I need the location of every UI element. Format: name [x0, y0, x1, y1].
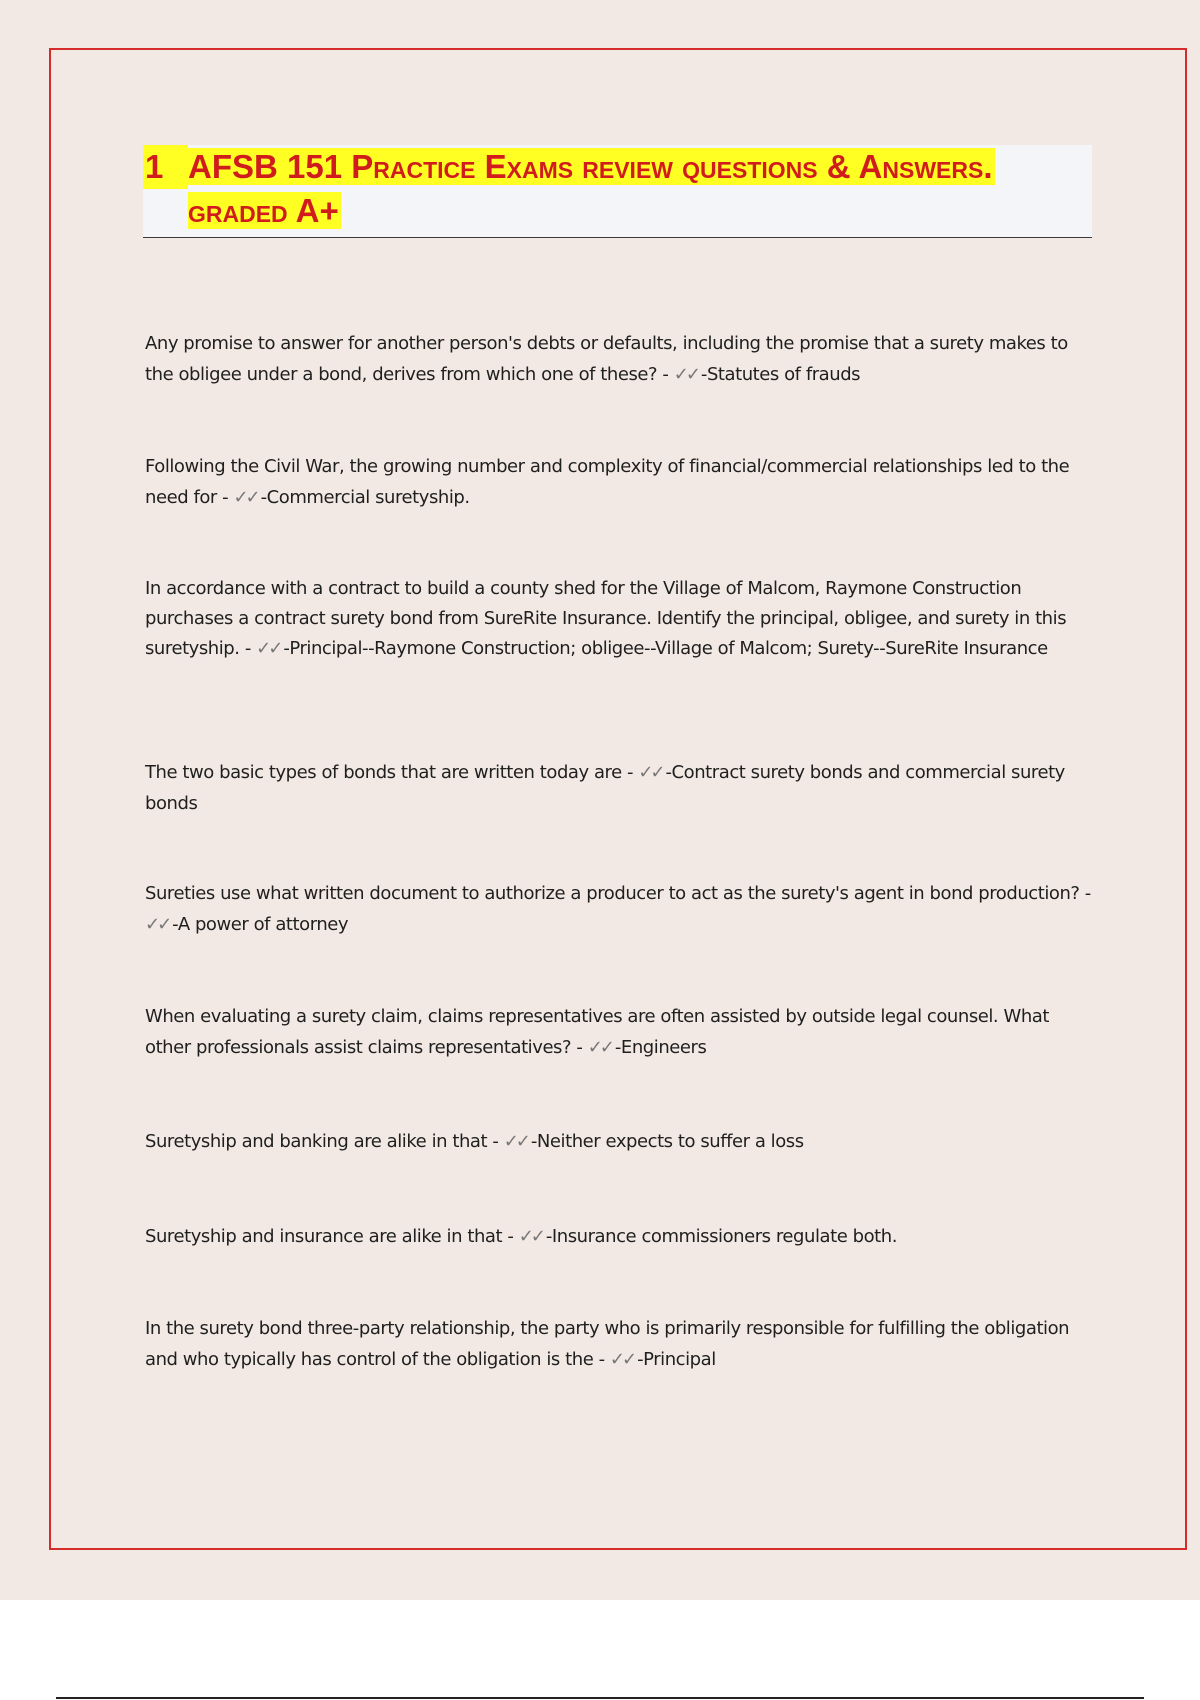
page-title-text: AFSB 151 Practice Exams review questions & Answers. graded A+ — [188, 148, 993, 229]
qa-item-1 — [145, 328, 1095, 390]
question-text: Following the Civil War, the growing number and complexity of financial/commercial relationships led to the need for - — [145, 456, 1070, 508]
answer-text: -Insurance commissioners regulate both. — [545, 1226, 897, 1247]
qa-item-3 — [145, 574, 1095, 664]
answer-text: -Contract surety bonds and commercial surety bonds — [145, 762, 1065, 814]
answer-text: -Principal — [637, 1349, 716, 1370]
double-check-icon: ✓✓ — [673, 364, 698, 385]
question-text: Sureties use what written document to authorize a producer to act as the surety's agent in bond production? - — [145, 883, 1091, 904]
answer-text: -Commercial suretyship. — [260, 487, 470, 508]
question-text: In accordance with a contract to build a county shed for the Village of Malcom, Raymone Construction purchases a contract surety bond from SureRite Insurance. Identify the principal, obligee, and surety in this suretyship. - — [145, 578, 1067, 659]
question-text: The two basic types of bonds that are written today are - — [145, 762, 639, 783]
question-text: In the surety bond three-party relationship, the party who is primarily responsible for fulfilling the obligation and who typically has control of the obligation is the - — [145, 1318, 1070, 1370]
double-check-icon: ✓✓ — [609, 1349, 635, 1370]
qa-item-5 — [145, 878, 1095, 940]
double-check-icon: ✓✓ — [145, 914, 170, 935]
qa-item-4 — [145, 757, 1095, 819]
qa-item-7 — [145, 1126, 1095, 1157]
double-check-icon: ✓✓ — [503, 1131, 528, 1152]
double-check-icon: ✓✓ — [587, 1037, 612, 1058]
answer-text: -A power of attorney — [172, 914, 349, 935]
double-check-icon: ✓✓ — [518, 1226, 543, 1247]
answer-text: -Engineers — [614, 1037, 707, 1058]
question-text: Suretyship and banking are alike in that - — [145, 1131, 504, 1152]
answer-text: -Neither expects to suffer a loss — [530, 1131, 804, 1152]
question-text: Suretyship and insurance are alike in that - — [145, 1226, 519, 1247]
double-check-icon: ✓✓ — [638, 762, 663, 783]
question-text: When evaluating a surety claim, claims representatives are often assisted by outside legal counsel. What other professionals assist claims representatives? - — [145, 1006, 1049, 1058]
footer-rule — [56, 1697, 1144, 1699]
title-block — [143, 145, 1092, 238]
double-check-icon: ✓✓ — [233, 487, 258, 508]
answer-text: -Principal--Raymone Construction; obligee--Village of Malcom; Surety--SureRite Insurance — [283, 638, 1048, 659]
title-number: 1 — [143, 145, 188, 189]
title-row — [143, 145, 1008, 233]
double-check-icon: ✓✓ — [256, 638, 281, 659]
question-text: Any promise to answer for another person's debts or defaults, including the promise that a surety makes to the obligee under a bond, derives from which one of these? - — [145, 333, 1068, 385]
qa-item-2 — [145, 451, 1095, 513]
qa-item-8 — [145, 1221, 1095, 1252]
page-title — [188, 145, 1008, 233]
qa-item-6 — [145, 1001, 1095, 1063]
qa-item-9 — [145, 1313, 1095, 1375]
answer-text: -Statutes of frauds — [700, 364, 861, 385]
